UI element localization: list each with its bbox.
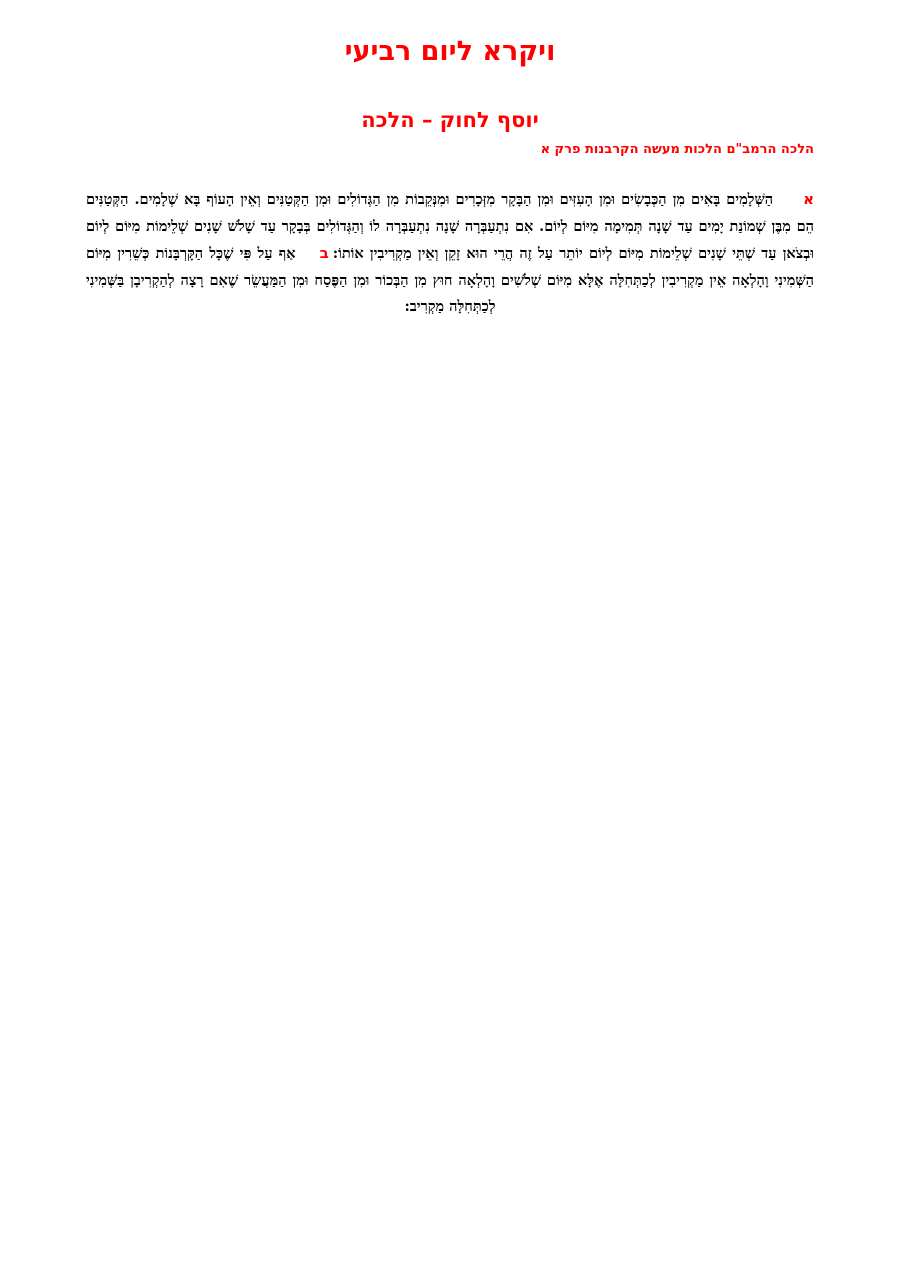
halacha-text-1: הַשְּׁלָמִים בָּאִים מִן הַכְּבָשִׂים וּמִן הָעִזִּים וּמִן הַבָּקָר מִזְּכָרִים וּמִנְּקֵבוֹת מִן הַגְּדוֹלִים וּמִן הַקְּטַנִּים וְאֵין הָעוֹף בָּא שְׁלָמִים. הַקְּטַנִּים הֵם מִבֶּן שְׁמוֹנַת יָמִים עַד שָׁנָה תְּמִימָה מִיּוֹם לְיוֹם. אִם נִתְעַבְּרָה שָׁנָה נִתְעַבְּרָה לוֹ וְהַגְּדוֹלִים בְּבָקָר עַד שָׁלֹשׁ שָׁנִים שְׁלֵימוֹת מִיּוֹם לְיוֹם וּבְצֹאן עַד שְׁתֵּי שָׁנִים שְׁלֵימוֹת מִיּוֹם לְיוֹם יוֹתֵר עַל זֶה הֲרֵי הוּא זָקֵן וְאֵין מַקְרִיבִין אוֹתוֹ:	[86, 191, 814, 262]
source-reference: הלכה הרמב"ם הלכות מעשה הקרבנות פרק א	[540, 142, 814, 157]
section-subtitle: יוסף לחוק – הלכה	[361, 108, 539, 132]
halacha-marker-2: ב	[319, 244, 329, 262]
halacha-text-2: אַף עַל פִּי שֶׁכָּל הַקָּרְבָּנוֹת כְּשֵׁרִין מִיּוֹם הַשְּׁמִינִי וָהָלְאָה אֵין מַקְרִיבִין לְכַתְּחִלָּה אֶלָּא מִיּוֹם שְׁלֹשִׁים וָהָלְאָה חוּץ מִן הַבְּכוֹר וּמִן הַפֶּסַח וּמִן הַמַּעֲשֵׂר שֶׁאִם רָצָה לְהַקְרִיבָן בַּשְּׁמִינִי לְכַתְּחִלָּה מַקְרִיב:	[86, 245, 814, 315]
page-title: ויקרא ליום רביעי	[344, 36, 556, 67]
halacha-body	[86, 186, 814, 321]
halacha-marker-1: א	[803, 190, 814, 208]
